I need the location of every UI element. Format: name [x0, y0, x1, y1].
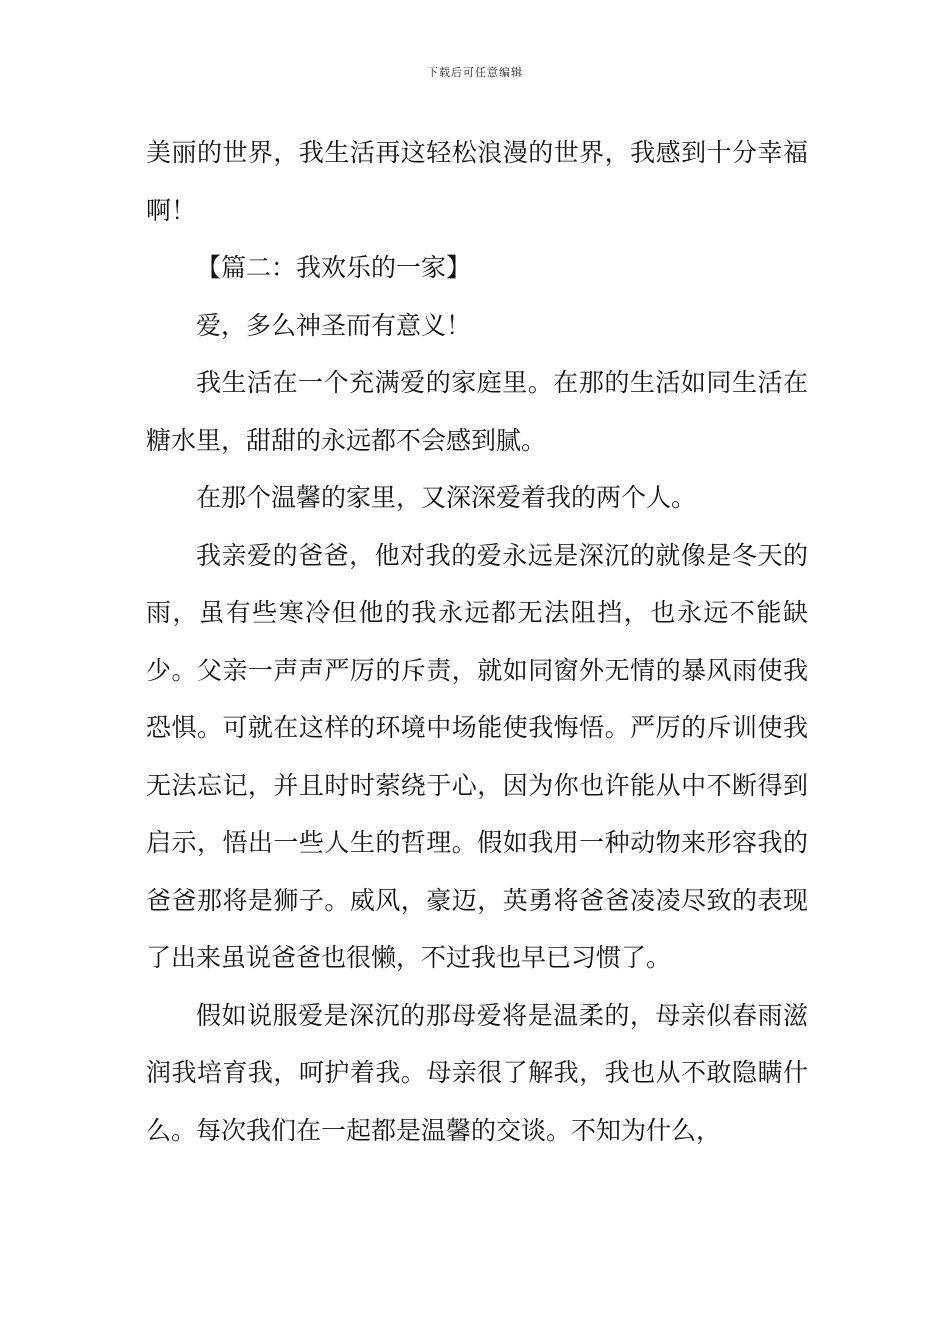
- paragraph-continuation: 美丽的世界，我生活再这轻松浪漫的世界，我感到十分幸福啊！: [146, 138, 808, 225]
- paragraph: 爱，多么神圣而有意义！: [196, 310, 472, 340]
- paragraph: 假如说服爱是深沉的那母爱将是温柔的，母亲似春雨滋润我培育我，呵护着我。母亲很了解我，我也从不敢隐瞒什么。每次我们在一起都是温馨的交谈。不知为什么，: [146, 1000, 808, 1145]
- page-header: 下载后可任意编辑: [427, 66, 523, 79]
- document-body: [146, 124, 808, 1159]
- paragraph: 在那个温馨的家里，又深深爱着我的两个人。: [196, 483, 697, 512]
- paragraph: 我生活在一个充满爱的家庭里。在那的生活如同生活在糖水里，甜甜的永远都不会感到腻。: [146, 368, 808, 455]
- paragraph: 我亲爱的爸爸，他对我的爱永远是深沉的就像是冬天的雨，虽有些寒冷但他的我永远都无法阻挡，也永远不能缺少。父亲一声声严厉的斥责，就如同窗外无情的暴风雨使我恐惧。可就在这样的环境中场能使我悔悟。严厉的斥训使我无法忘记，并且时时萦绕于心，因为你也许能从中不断得到启示，悟出一些人生的哲理。假如我用一种动物来形容我的爸爸那将是狮子。威风，豪迈，英勇将爸爸凌凌尽致的表现了出来虽说爸爸也很懒，不过我也早已习惯了。: [146, 540, 808, 972]
- section-heading: 【篇二：我欢乐的一家】: [196, 253, 472, 282]
